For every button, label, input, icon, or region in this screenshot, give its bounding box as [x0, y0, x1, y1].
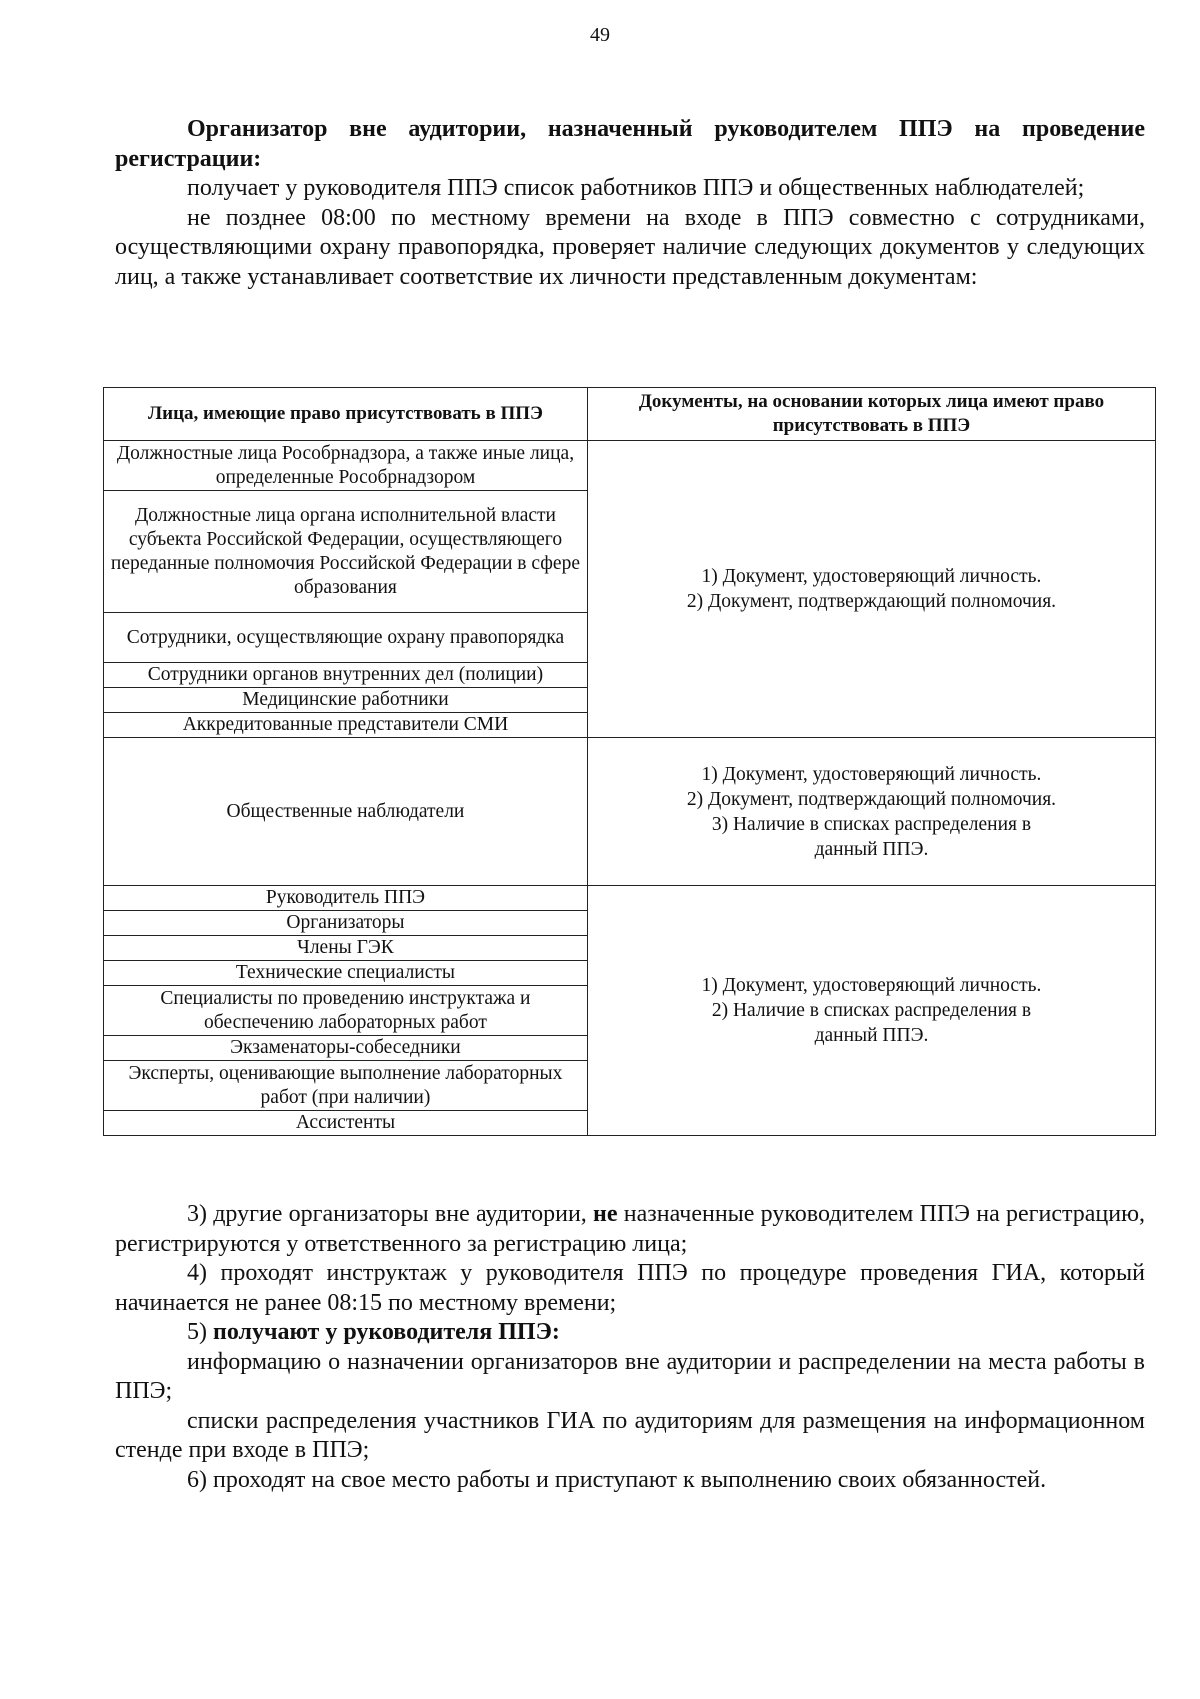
person-cell: Экзаменаторы-собеседники: [104, 1036, 588, 1061]
section-heading: Организатор вне аудитории, назначенный руководителем ППЭ на проведение регистрации:: [115, 116, 1145, 172]
person-cell: Организаторы: [104, 911, 588, 936]
table-row: [104, 738, 1156, 886]
paragraph: 4) проходят инструктаж у руководителя ППЭ по процедуре проведения ГИА, который начинается не ранее 08:15 по местному времени;: [115, 1260, 1145, 1316]
person-cell: Члены ГЭК: [104, 936, 588, 961]
person-cell: Ассистенты: [104, 1111, 588, 1136]
documents-cell: [587, 886, 1155, 1136]
person-cell: Эксперты, оценивающие выполнение лабораторных работ (при наличии): [104, 1061, 588, 1111]
person-cell: Сотрудники, осуществляющие охрану правопорядка: [104, 613, 588, 663]
paragraph: получает у руководителя ППЭ список работников ППЭ и общественных наблюдателей;: [187, 175, 1085, 201]
outro-section: [115, 1200, 1145, 1495]
paragraph: не позднее 08:00 по местному времени на входе в ППЭ совместно с сотрудниками, осуществляющими охрану правопорядка, проверяет наличие следующих документов у следующих лиц, а также устанавливает соответствие их личности представленным документам:: [115, 204, 1145, 290]
paragraph-text: 3) другие организаторы вне аудитории,: [187, 1201, 587, 1227]
emphasis-text: не: [593, 1201, 618, 1227]
person-cell: Технические специалисты: [104, 961, 588, 986]
documents-cell: [587, 441, 1155, 738]
person-cell: Общественные наблюдатели: [104, 738, 588, 886]
intro-section: [115, 115, 1145, 292]
document-item: 2) Наличие в списках распределения в данный ППЭ.: [711, 1000, 1032, 1046]
table-row: [104, 886, 1156, 911]
document-item: 1) Документ, удостоверяющий личность.: [701, 975, 1042, 996]
person-cell: Сотрудники органов внутренних дел (полиции): [104, 663, 588, 688]
table-row: [104, 441, 1156, 491]
person-cell: Должностные лица Рособрнадзора, а также иные лица, определенные Рособрнадзором: [104, 441, 588, 491]
paragraph: [115, 1318, 1145, 1348]
table-header-row: [104, 388, 1156, 441]
person-cell: Специалисты по проведению инструктажа и обеспечению лабораторных работ: [104, 986, 588, 1036]
document-item: 2) Документ, подтверждающий полномочия.: [686, 788, 1057, 810]
document-item: 3) Наличие в списках распределения в данный ППЭ.: [711, 813, 1032, 860]
column-header-documents: Документы, на основании которых лица имеют право присутствовать в ППЭ: [587, 388, 1155, 441]
documents-cell: [587, 738, 1155, 886]
paragraph: списки распределения участников ГИА по аудиториям для размещения на информационном стенде при входе в ППЭ;: [115, 1407, 1145, 1463]
document-item: 1) Документ, удостоверяющий личность.: [701, 763, 1042, 785]
paragraph: информацию о назначении организаторов вне аудитории и распределении на места работы в ППЭ;: [115, 1348, 1145, 1404]
document-item: 2) Документ, подтверждающий полномочия.: [686, 591, 1057, 612]
list-number: 5): [187, 1319, 207, 1345]
person-cell: Руководитель ППЭ: [104, 886, 588, 911]
person-cell: Аккредитованные представители СМИ: [104, 713, 588, 738]
column-header-persons: Лица, имеющие право присутствовать в ППЭ: [104, 388, 588, 441]
person-cell: Должностные лица органа исполнительной власти субъекта Российской Федерации, осуществляющего переданные полномочия Российской Федерации в сфере образования: [104, 491, 588, 613]
person-cell: Медицинские работники: [104, 688, 588, 713]
paragraph: 6) проходят на свое место работы и приступают к выполнению своих обязанностей.: [187, 1466, 1047, 1493]
paragraph-text: назначенные руководителем ППЭ на регистрацию, регистрируются у ответственного за регистрацию лица;: [115, 1201, 1146, 1257]
paragraph: [115, 1200, 1145, 1259]
persons-documents-table: [103, 387, 1156, 1136]
page-number: 49: [590, 24, 610, 46]
emphasis-text: получают у руководителя ППЭ:: [213, 1319, 560, 1345]
document-item: 1) Документ, удостоверяющий личность.: [701, 566, 1042, 587]
